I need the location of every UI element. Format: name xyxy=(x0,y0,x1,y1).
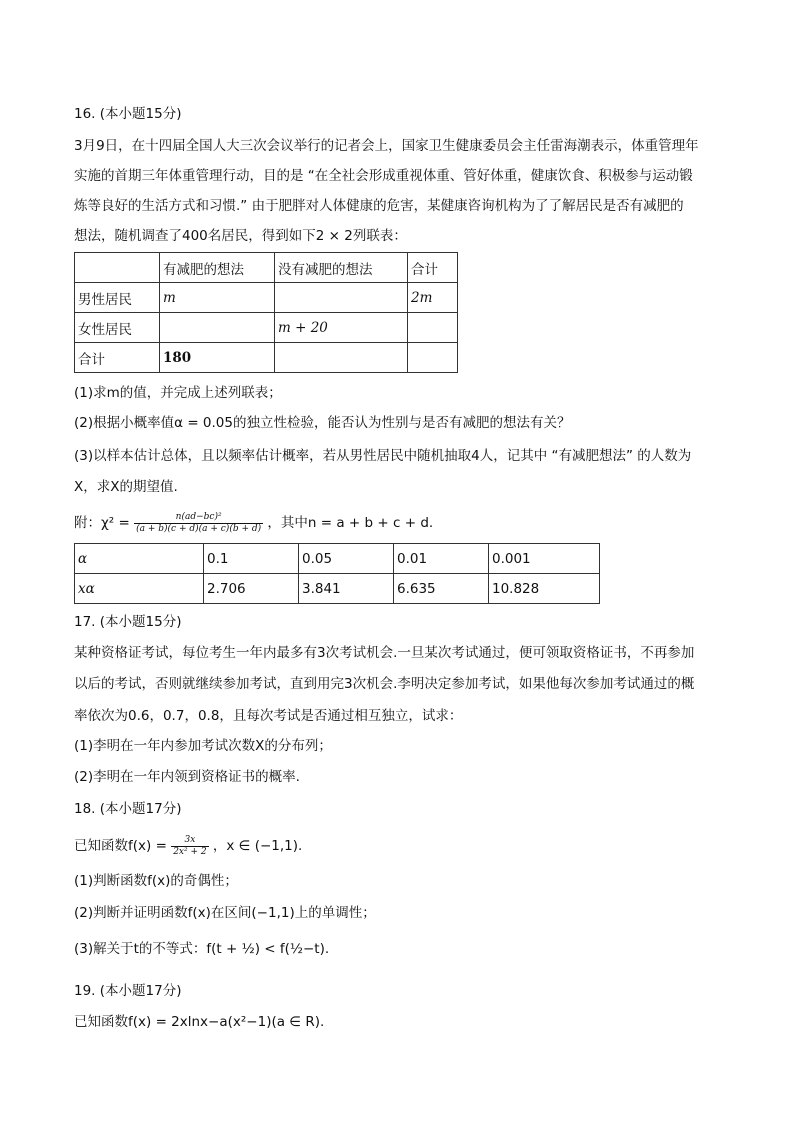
table-cell: 合计 xyxy=(75,343,160,373)
table-row xyxy=(75,544,600,574)
q16-para-line-4: 想法，随机调查了400名居民，得到如下2 × 2列联表： xyxy=(74,228,407,244)
table-header-cell: 没有减肥的想法 xyxy=(275,253,408,283)
table-cell xyxy=(408,343,458,373)
contingency-table xyxy=(74,252,458,373)
table-header-cell: 合计 xyxy=(408,253,458,283)
q18-sub2: (2)判断并证明函数f(x)在区间(−1,1)上的单调性； xyxy=(74,905,376,921)
formula-prefix: 附：χ² = xyxy=(74,515,130,531)
q18-definition xyxy=(74,833,302,859)
table-cell: m + 20 xyxy=(275,313,408,343)
table-cell: 2m xyxy=(408,283,458,313)
q18-numerator: 3x xyxy=(171,835,208,847)
q16-header: 16. (本小题15分) xyxy=(74,106,182,122)
q17-header: 17. (本小题15分) xyxy=(74,614,182,630)
table-cell: 6.635 xyxy=(394,574,489,604)
q16-sub3-line-1: (3)以样本估计总体，且以频率估计概率，若从男性居民中随机抽取4人，记其中 “有减肥想法” 的人数为 xyxy=(74,448,692,464)
q18-header: 18. (本小题17分) xyxy=(74,801,182,817)
table-row xyxy=(75,574,600,604)
table-cell: 2.706 xyxy=(204,574,299,604)
q17-para-line-3: 率依次为0.6，0.7，0.8，且每次考试是否通过相互独立，试求： xyxy=(74,708,463,724)
q17-sub1: (1)李明在一年内参加考试次数X的分布列； xyxy=(74,738,332,754)
table-row xyxy=(75,343,458,373)
q18-sub3: (3)解关于t的不等式：f(t + ½) < f(½−t). xyxy=(74,941,330,957)
table-cell: α xyxy=(75,544,204,574)
q16-para-line-3: 炼等良好的生活方式和习惯.” 由于肥胖对人体健康的危害，某健康咨询机构为了了解居民是否有减肥的 xyxy=(74,198,684,214)
q18-denominator: 2x² + 2 xyxy=(173,846,207,857)
q18-def-prefix: 已知函数f(x) = xyxy=(74,838,167,854)
table-cell xyxy=(75,253,160,283)
q16-para-line-2: 实施的首期三年体重管理行动，目的是 “在全社会形成重视体重、管好体重，健康饮食、积极参与运动锻 xyxy=(74,168,693,184)
table-cell xyxy=(275,283,408,313)
table-cell: 0.001 xyxy=(489,544,600,574)
table-cell: 女性居民 xyxy=(75,313,160,343)
table-row xyxy=(75,313,458,343)
table-row xyxy=(75,283,458,313)
q17-sub2: (2)李明在一年内领到资格证书的概率. xyxy=(74,769,300,785)
q17-para-line-2: 以后的考试，否则就继续参加考试，直到用完3次机会.李明决定参加考试，如果他每次参加考试通过的概 xyxy=(74,676,695,692)
q16-sub2: (2)根据小概率值α = 0.05的独立性检验，能否认为性别与是否有减肥的想法有关？ xyxy=(74,415,571,431)
q18-def-suffix: ，x ∈ (−1,1). xyxy=(212,838,303,854)
q18-fraction xyxy=(171,835,208,858)
chi-square-formula xyxy=(74,510,433,536)
q18-sub1: (1)判断函数f(x)的奇偶性； xyxy=(74,873,238,889)
table-cell: 10.828 xyxy=(489,574,600,604)
table-header-cell: 有减肥的想法 xyxy=(160,253,275,283)
critical-value-table xyxy=(74,543,600,604)
q17-para-line-1: 某种资格证考试，每位考生一年内最多有3次考试机会.一旦某次考试通过，便可领取资格证书，不再参加 xyxy=(74,645,695,661)
formula-denominator: (a + b)(c + d)(a + c)(b + d) xyxy=(136,523,262,534)
q19-definition: 已知函数f(x) = 2xlnx−a(x²−1)(a ∈ R). xyxy=(74,1014,325,1030)
formula-fraction xyxy=(134,512,263,535)
table-cell: 3.841 xyxy=(299,574,394,604)
formula-numerator: n(ad−bc)² xyxy=(134,512,263,524)
table-cell: m xyxy=(160,283,275,313)
q19-header: 19. (本小题17分) xyxy=(74,983,182,999)
table-cell: 男性居民 xyxy=(75,283,160,313)
table-cell xyxy=(275,343,408,373)
table-cell: 0.01 xyxy=(394,544,489,574)
table-cell xyxy=(408,313,458,343)
table-cell xyxy=(160,313,275,343)
formula-suffix: ，其中n = a + b + c + d. xyxy=(267,515,434,531)
table-cell: 0.05 xyxy=(299,544,394,574)
table-cell: 180 xyxy=(160,343,275,373)
q16-para-line-1: 3月9日，在十四届全国人大三次会议举行的记者会上，国家卫生健康委员会主任雷海潮表示，体重管理年 xyxy=(74,138,699,154)
q16-sub1: (1)求m的值，并完成上述列联表； xyxy=(74,385,282,401)
q16-sub3-line-2: X，求X的期望值. xyxy=(74,479,178,495)
table-cell: xα xyxy=(75,574,204,604)
table-cell: 0.1 xyxy=(204,544,299,574)
table-header-row xyxy=(75,253,458,283)
